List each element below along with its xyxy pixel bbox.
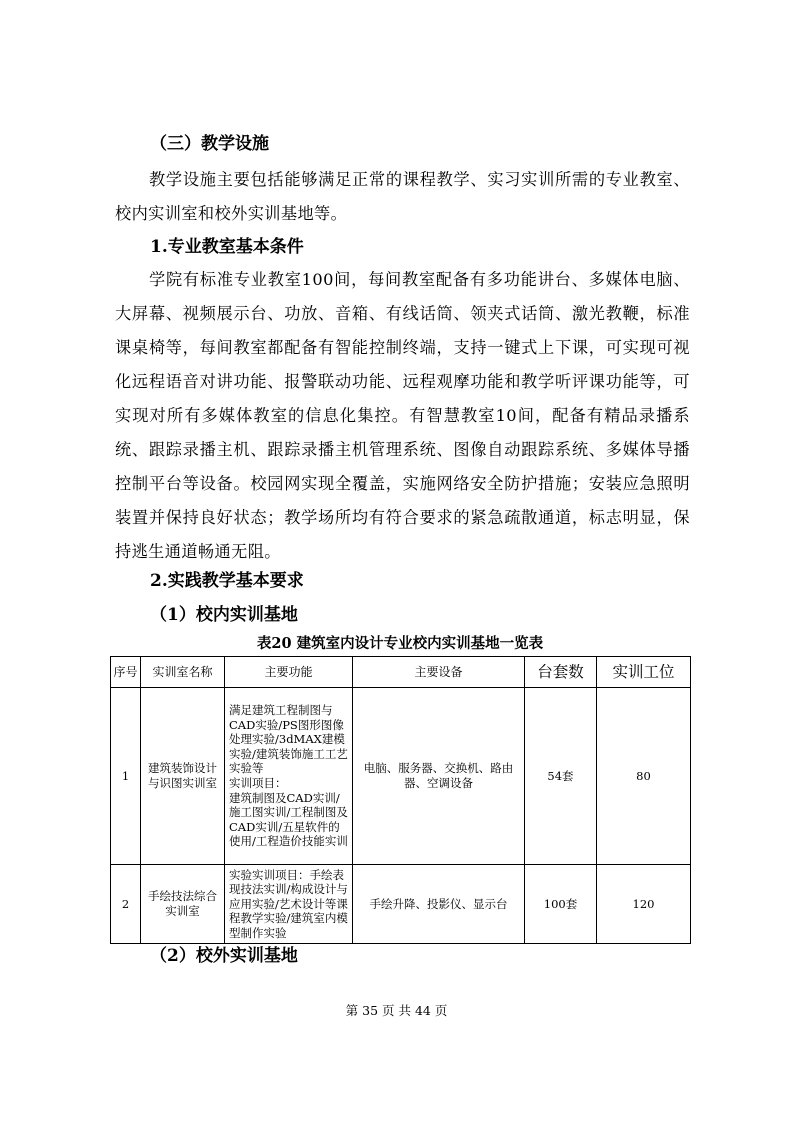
cell-seq: 1: [111, 688, 141, 865]
table-row: [111, 865, 691, 944]
paragraph-classroom: 学院有标准专业教室100间，每间教室配备有多功能讲台、多媒体电脑、大屏幕、视频展示台、功放、音箱、有线话筒、领夹式话筒、激光教鞭，标准课桌椅等，每间教室都配备有智能控制终端，支持一键式上下课，可实现可视化远程语音对讲功能、报警联动功能、远程观摩功能和教学听评课功能等，可实现对所有多媒体教室的信息化集控。有智慧教室10间，配备有精品录播系统、跟踪录播主机、跟踪录播主机管理系统、图像自动跟踪系统、多媒体导播控制平台等设备。校园网实现全覆盖，实施网络安全防护措施；安装应急照明装置并保持良好状态；教学场所均有符合要求的紧急疏散通道，标志明显，保持逃生通道畅通无阻。: [115, 270, 690, 561]
header-main-function: 主要功能: [225, 657, 353, 688]
cell-main-equipment: 手绘升降、投影仪、显示台: [353, 865, 525, 944]
table-caption: 表20 建筑室内设计专业校内实训基地一览表: [256, 635, 544, 652]
section-heading-facilities: （三）教学设施: [150, 134, 269, 154]
header-room-name: 实训室名称: [141, 657, 225, 688]
header-stations: 实训工位: [597, 657, 691, 688]
paragraph-intro: 教学设施主要包括能够满足正常的课程教学、实习实训所需的专业教室、校内实训室和校外实训基地等。: [115, 170, 690, 223]
cell-main-function: 实验实训项目：手绘表现技法实训/构成设计与应用实验/艺术设计等课程教学实验/建筑室内模型制作实验: [225, 865, 353, 944]
subheading-practice: 2.实践教学基本要求: [150, 571, 304, 591]
function-line: 满足建筑工程制图与CAD实验/PS图形图像处理实验/3dMAX建模实验/建筑装饰施工工艺实验等 实训项目： 建筑制图及CAD实训/施工图实训/工程制图及CAD实训/五星软件的使用/工程造价技能实训: [229, 703, 348, 849]
table-row: [111, 688, 691, 865]
table-header-row: [111, 657, 691, 688]
page-footer: 第 35 页 共 44 页: [345, 1003, 448, 1018]
header-main-equipment: 主要设备: [353, 657, 525, 688]
cell-main-equipment: 电脑、服务器、交换机、路由器、空调设备: [353, 688, 525, 865]
cell-room-name: 手绘技法综合实训室: [141, 865, 225, 944]
header-sets: 台套数: [525, 657, 597, 688]
cell-sets: 54套: [525, 688, 597, 865]
subheading-oncampus: （1）校内实训基地: [150, 605, 298, 625]
cell-main-function: [225, 688, 353, 865]
subheading-classroom: 1.专业教室基本条件: [150, 237, 304, 257]
cell-stations: 120: [597, 865, 691, 944]
cell-stations: 80: [597, 688, 691, 865]
cell-room-name: 建筑装饰设计与识图实训室: [141, 688, 225, 865]
header-seq: 序号: [111, 657, 141, 688]
cell-sets: 100套: [525, 865, 597, 944]
subheading-offcampus: （2）校外实训基地: [150, 946, 298, 966]
training-facilities-table: [110, 656, 691, 944]
cell-seq: 2: [111, 865, 141, 944]
